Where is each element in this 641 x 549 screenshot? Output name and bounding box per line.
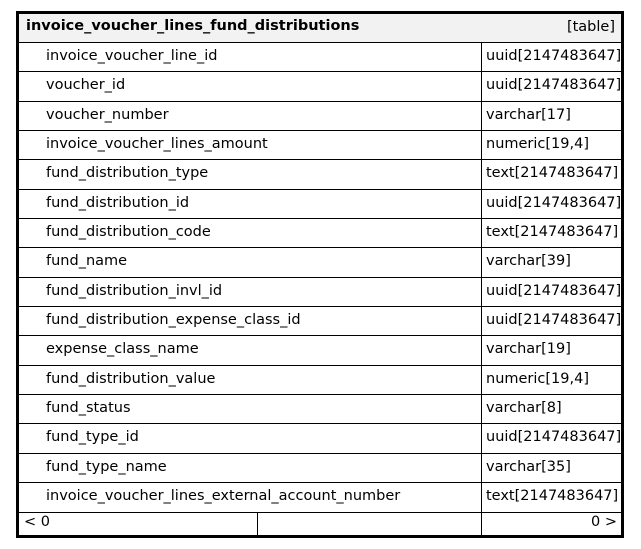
column-type: varchar[17] <box>486 106 571 123</box>
column-name: fund_distribution_value <box>46 370 216 387</box>
column-row <box>19 160 621 189</box>
column-type: uuid[2147483647] <box>486 429 622 446</box>
column-type: numeric[19,4] <box>486 370 589 387</box>
column-row <box>19 43 621 72</box>
column-type: uuid[2147483647] <box>486 77 622 94</box>
column-name: fund_type_id <box>46 429 139 446</box>
column-row <box>19 278 621 307</box>
column-row <box>19 248 621 277</box>
footer-divider <box>481 512 482 535</box>
table-header <box>19 14 621 43</box>
column-name: voucher_id <box>46 77 126 94</box>
column-type: varchar[39] <box>486 253 571 270</box>
table-kind-label: [table] <box>566 19 615 35</box>
column-type: text[2147483647] <box>486 165 619 182</box>
column-row <box>19 483 621 512</box>
column-name: fund_distribution_code <box>46 224 211 241</box>
column-name: fund_distribution_type <box>46 165 209 182</box>
column-type: uuid[2147483647] <box>486 312 622 329</box>
column-type: varchar[19] <box>486 341 571 358</box>
column-name: voucher_number <box>46 106 169 123</box>
table-name: invoice_voucher_lines_fund_distributions <box>26 18 360 34</box>
column-row <box>19 102 621 131</box>
column-row <box>19 424 621 453</box>
column-name: invoice_voucher_line_id <box>46 48 218 64</box>
column-name: fund_distribution_id <box>46 194 190 211</box>
column-name: fund_distribution_expense_class_id <box>46 312 301 329</box>
column-name: invoice_voucher_lines_external_account_number <box>46 488 401 505</box>
column-row <box>19 190 621 219</box>
column-type: uuid[2147483647] <box>486 282 622 299</box>
column-name: fund_type_name <box>46 458 167 475</box>
column-row <box>19 336 621 365</box>
column-type: varchar[8] <box>486 400 562 417</box>
column-type: numeric[19,4] <box>486 136 589 153</box>
column-divider <box>481 43 482 515</box>
column-row <box>19 72 621 101</box>
column-list <box>19 43 621 513</box>
column-type: uuid[2147483647] <box>486 48 622 64</box>
column-name: fund_status <box>46 400 131 417</box>
column-row <box>19 307 621 336</box>
table-footer <box>19 512 621 535</box>
column-type: varchar[35] <box>486 458 571 475</box>
column-name: fund_name <box>46 253 128 270</box>
table-node[interactable] <box>16 11 624 538</box>
column-type: text[2147483647] <box>486 488 619 505</box>
footer-divider <box>257 512 258 535</box>
incoming-relations-count[interactable]: 0 > <box>591 514 617 530</box>
column-name: expense_class_name <box>46 341 199 358</box>
column-name: fund_distribution_invl_id <box>46 282 223 299</box>
column-row <box>19 366 621 395</box>
column-name: invoice_voucher_lines_amount <box>46 136 268 153</box>
column-row <box>19 219 621 248</box>
outgoing-relations-count[interactable]: < 0 <box>24 514 50 530</box>
column-type: text[2147483647] <box>486 224 619 241</box>
column-row <box>19 454 621 483</box>
column-type: uuid[2147483647] <box>486 194 622 211</box>
column-row <box>19 395 621 424</box>
column-row <box>19 131 621 160</box>
